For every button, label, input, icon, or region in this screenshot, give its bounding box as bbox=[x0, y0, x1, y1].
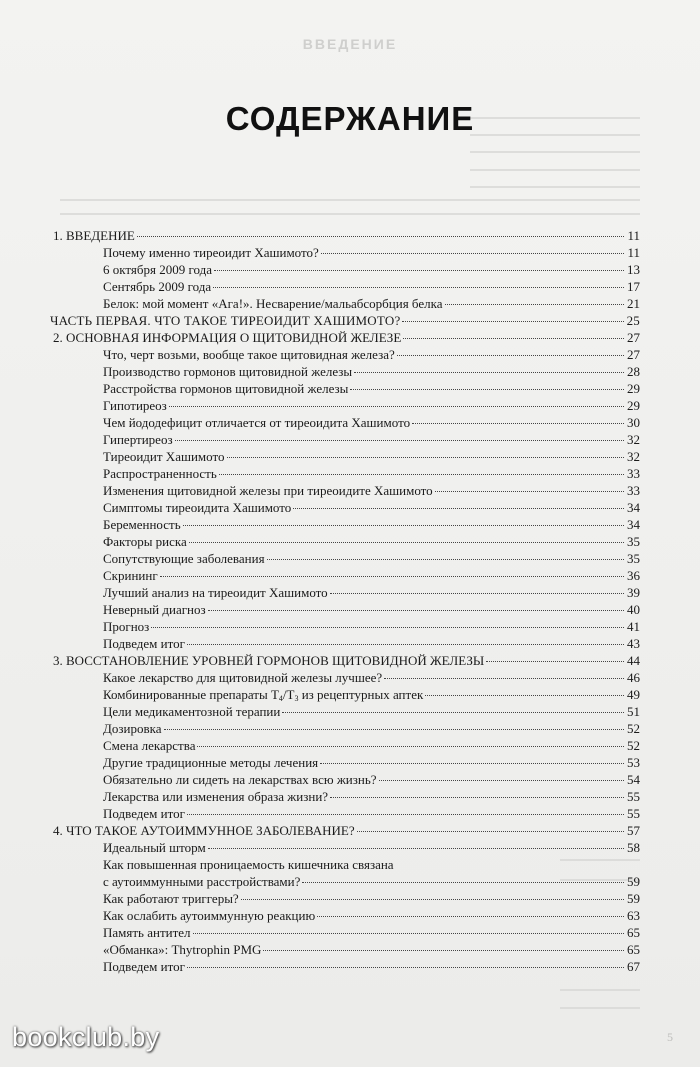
toc-section-entry bbox=[103, 754, 640, 771]
leader-dots bbox=[241, 899, 624, 900]
toc-page-number: 46 bbox=[627, 670, 640, 685]
toc-entry-label: Белок: мой момент «Ага!». Несварение/мальабсорбция белка bbox=[103, 296, 443, 311]
toc-section-entry bbox=[103, 584, 640, 601]
toc-entry-label: Как работают триггеры? bbox=[103, 891, 239, 906]
toc-page-number: 27 bbox=[627, 347, 640, 362]
toc-section-entry bbox=[103, 720, 640, 737]
leader-dots bbox=[435, 491, 624, 492]
toc-chapter-entry bbox=[53, 652, 640, 669]
toc-section-entry bbox=[103, 873, 640, 890]
toc-page-number: 57 bbox=[627, 823, 640, 838]
toc-section-entry bbox=[103, 958, 640, 975]
toc-entry-label: ЧАСТЬ ПЕРВАЯ. ЧТО ТАКОЕ ТИРЕОИДИТ ХАШИМОТО? bbox=[50, 313, 401, 328]
toc-page-number: 41 bbox=[627, 619, 640, 634]
toc-page-number: 30 bbox=[627, 415, 640, 430]
toc-section-entry bbox=[103, 669, 640, 686]
toc-section-entry bbox=[103, 805, 640, 822]
toc-entry-label: 2. ОСНОВНАЯ ИНФОРМАЦИЯ О ЩИТОВИДНОЙ ЖЕЛЕЗЕ bbox=[53, 330, 402, 345]
toc-page-number: 63 bbox=[627, 908, 640, 923]
toc-page-number: 36 bbox=[627, 568, 640, 583]
toc-entry-label: 4. ЧТО ТАКОЕ АУТОИММУННОЕ ЗАБОЛЕВАНИЕ? bbox=[53, 823, 355, 838]
leader-dots bbox=[160, 576, 624, 577]
toc-section-entry bbox=[103, 261, 640, 278]
toc-entry-label: Беременность bbox=[103, 517, 181, 532]
toc-page-number: 51 bbox=[627, 704, 640, 719]
leader-dots bbox=[227, 457, 625, 458]
toc-section-entry bbox=[103, 363, 640, 380]
page-number: 5 bbox=[667, 1030, 673, 1044]
toc-page-number: 34 bbox=[627, 517, 640, 532]
toc-section-entry bbox=[103, 482, 640, 499]
leader-dots bbox=[321, 253, 624, 254]
toc-section-entry bbox=[103, 278, 640, 295]
leader-dots bbox=[330, 593, 624, 594]
leader-dots bbox=[412, 423, 624, 424]
toc-entry-label: Подведем итог bbox=[103, 806, 185, 821]
toc-section-entry bbox=[103, 771, 640, 788]
toc-page-number: 32 bbox=[627, 449, 640, 464]
toc-entry-label: Цели медикаментозной терапии bbox=[103, 704, 281, 719]
toc-section-entry bbox=[103, 499, 640, 516]
toc-page-number: 44 bbox=[627, 653, 640, 668]
leader-dots bbox=[183, 525, 624, 526]
toc-entry-label: Гипертиреоз bbox=[103, 432, 173, 447]
toc-section-entry bbox=[103, 550, 640, 567]
watermark: bookclub.by bbox=[12, 1022, 160, 1052]
leader-dots bbox=[187, 644, 624, 645]
toc-page-number: 21 bbox=[627, 296, 640, 311]
toc-entry-label: Сопутствующие заболевания bbox=[103, 551, 265, 566]
toc-page-number: 49 bbox=[627, 687, 640, 702]
toc-section-entry bbox=[103, 448, 640, 465]
page-title: СОДЕРЖАНИЕ bbox=[225, 100, 475, 137]
toc-entry-label: Что, черт возьми, вообще такое щитовидная железа? bbox=[103, 347, 395, 362]
toc-page-number: 53 bbox=[627, 755, 640, 770]
show-through-header: ВВЕДЕНИЕ bbox=[302, 36, 398, 52]
toc-section-entry bbox=[103, 941, 640, 958]
toc-chapter-entry bbox=[53, 227, 640, 244]
toc-section-entry bbox=[103, 346, 640, 363]
leader-dots bbox=[197, 746, 624, 747]
toc-page-number: 54 bbox=[627, 772, 640, 787]
leader-dots bbox=[214, 270, 624, 271]
toc-label-part: Комбинированные препараты T bbox=[103, 687, 279, 702]
leader-dots bbox=[151, 627, 624, 628]
leader-dots bbox=[330, 797, 624, 798]
toc-entry-label: 6 октября 2009 года bbox=[103, 262, 212, 277]
toc-section-entry bbox=[103, 635, 640, 652]
leader-dots bbox=[402, 321, 624, 322]
leader-dots bbox=[302, 882, 624, 883]
toc-page-number: 59 bbox=[627, 874, 640, 889]
toc-label-part: 3 bbox=[294, 694, 299, 703]
toc-label-part: из рецептурных аптек bbox=[298, 687, 424, 702]
toc-chapter-entry bbox=[53, 822, 640, 839]
toc-page-number: 35 bbox=[627, 534, 640, 549]
toc-page-number: 52 bbox=[627, 738, 640, 753]
toc-page-number: 29 bbox=[627, 381, 640, 396]
toc-section-entry bbox=[103, 890, 640, 907]
leader-dots bbox=[263, 950, 624, 951]
leader-dots bbox=[169, 406, 624, 407]
toc-section-entry bbox=[103, 295, 640, 312]
toc-chapter-entry bbox=[53, 329, 640, 346]
toc-entry-label: Почему именно тиреоидит Хашимото? bbox=[103, 245, 319, 260]
toc-entry-label: Память антител bbox=[103, 925, 191, 940]
toc-entry-label: Лекарства или изменения образа жизни? bbox=[103, 789, 329, 804]
toc-section-entry bbox=[103, 839, 640, 856]
leader-dots bbox=[293, 508, 624, 509]
toc-page-number: 58 bbox=[627, 840, 640, 855]
leader-dots bbox=[357, 831, 624, 832]
toc-entry-label: Как ослабить аутоиммунную реакцию bbox=[103, 908, 316, 923]
toc-section-entry bbox=[103, 397, 640, 414]
toc-entry-label: Смена лекарства bbox=[103, 738, 196, 753]
toc-section-entry bbox=[103, 907, 640, 924]
toc-label-part: 4 bbox=[278, 694, 283, 703]
toc-entry-label: Изменения щитовидной железы при тиреоидите Хашимото bbox=[103, 483, 433, 498]
toc-label-part: /T bbox=[282, 687, 295, 702]
toc-section-entry bbox=[103, 465, 640, 482]
toc-entry-label: Другие традиционные методы лечения bbox=[103, 755, 319, 770]
toc-entry-label: «Обманка»: Thytrophin PMG bbox=[103, 942, 262, 957]
toc-page-number: 33 bbox=[627, 466, 640, 481]
leader-dots bbox=[187, 967, 624, 968]
leader-dots bbox=[208, 610, 624, 611]
toc-page-number: 13 bbox=[627, 262, 640, 277]
toc-page-number: 59 bbox=[627, 891, 640, 906]
toc-page-number: 65 bbox=[627, 942, 640, 957]
leader-dots bbox=[282, 712, 624, 713]
toc-page-number: 33 bbox=[627, 483, 640, 498]
toc-page-number: 40 bbox=[627, 602, 640, 617]
toc-entry-label: Скрининг bbox=[103, 568, 158, 583]
toc-entry-label: с аутоиммунными расстройствами? bbox=[103, 874, 301, 889]
toc-entry-label: Факторы риска bbox=[103, 534, 187, 549]
toc-entry-label: Чем йододефицит отличается от тиреоидита Хашимото bbox=[103, 415, 411, 430]
leader-dots bbox=[350, 389, 624, 390]
toc-entry-label: Подведем итог bbox=[103, 959, 185, 974]
toc-section-entry bbox=[103, 414, 640, 431]
toc-page-number: 52 bbox=[627, 721, 640, 736]
leader-dots bbox=[320, 763, 624, 764]
toc-entry-label: Расстройства гормонов щитовидной железы bbox=[103, 381, 349, 396]
leader-dots bbox=[317, 916, 624, 917]
leader-dots bbox=[403, 338, 624, 339]
toc-entry-label: Лучший анализ на тиреоидит Хашимото bbox=[103, 585, 328, 600]
leader-dots bbox=[219, 474, 624, 475]
toc-entry-label: Гипотиреоз bbox=[103, 398, 167, 413]
toc-page-number: 55 bbox=[627, 789, 640, 804]
toc-section-entry bbox=[103, 924, 640, 941]
toc-page-number: 67 bbox=[627, 959, 640, 974]
toc-part-entry bbox=[50, 312, 640, 329]
leader-dots bbox=[193, 933, 624, 934]
toc-page-number: 27 bbox=[627, 330, 640, 345]
toc-entry-label: Прогноз bbox=[103, 619, 150, 634]
toc-page-number: 55 bbox=[627, 806, 640, 821]
leader-dots bbox=[137, 236, 624, 237]
toc-page-number: 65 bbox=[627, 925, 640, 940]
toc-entry-label: Симптомы тиреоидита Хашимото bbox=[103, 500, 292, 515]
leader-dots bbox=[486, 661, 624, 662]
toc-entry-label: Тиреоидит Хашимото bbox=[103, 449, 225, 464]
toc-section-entry bbox=[103, 380, 640, 397]
toc-entry-label: Распространенность bbox=[103, 466, 217, 481]
toc-section-entry bbox=[103, 244, 640, 261]
toc-entry-label: 3. ВОССТАНОВЛЕНИЕ УРОВНЕЙ ГОРМОНОВ ЩИТОВИДНОЙ ЖЕЛЕЗЫ bbox=[53, 653, 485, 668]
toc-section-entry bbox=[103, 737, 640, 754]
leader-dots bbox=[189, 542, 624, 543]
toc-entry-label: 1. ВВЕДЕНИЕ bbox=[53, 228, 135, 243]
toc-section-entry bbox=[103, 601, 640, 618]
leader-dots bbox=[384, 678, 624, 679]
leader-dots bbox=[354, 372, 624, 373]
toc-page-number: 11 bbox=[627, 245, 640, 260]
toc-section-entry bbox=[103, 788, 640, 805]
leader-dots bbox=[379, 780, 624, 781]
leader-dots bbox=[445, 304, 624, 305]
toc-section-entry bbox=[103, 567, 640, 584]
toc-entry-label: Производство гормонов щитовидной железы bbox=[103, 364, 353, 379]
leader-dots bbox=[208, 848, 624, 849]
leader-dots bbox=[267, 559, 624, 560]
toc-entry-label: Подведем итог bbox=[103, 636, 185, 651]
toc-page-number: 35 bbox=[627, 551, 640, 566]
toc-entry-label: Как повышенная проницаемость кишечника связана bbox=[103, 857, 394, 872]
leader-dots bbox=[213, 287, 624, 288]
toc-section-entry bbox=[103, 703, 640, 720]
toc-page-number: 39 bbox=[627, 585, 640, 600]
toc-section-entry bbox=[103, 533, 640, 550]
toc-page-number: 28 bbox=[627, 364, 640, 379]
leader-dots bbox=[164, 729, 625, 730]
toc-page-number: 34 bbox=[627, 500, 640, 515]
leader-dots bbox=[425, 695, 624, 696]
toc-section-entry bbox=[103, 431, 640, 448]
toc-page-number: 43 bbox=[627, 636, 640, 651]
leader-dots bbox=[175, 440, 624, 441]
toc-section-entry bbox=[103, 618, 640, 635]
toc-section-entry bbox=[103, 516, 640, 533]
toc-entry-label: Дозировка bbox=[103, 721, 162, 736]
leader-dots bbox=[187, 814, 624, 815]
toc-entry-label: Неверный диагноз bbox=[103, 602, 206, 617]
leader-dots bbox=[397, 355, 624, 356]
toc-entry-label: Идеальный шторм bbox=[103, 840, 206, 855]
toc-page-number: 25 bbox=[626, 313, 640, 328]
toc-entry-label: Какое лекарство для щитовидной железы лучшее? bbox=[103, 670, 383, 685]
toc-page-number: 17 bbox=[627, 279, 640, 294]
toc-page-number: 29 bbox=[627, 398, 640, 413]
toc-page-number: 11 bbox=[627, 228, 640, 243]
toc-entry-label: Сентябрь 2009 года bbox=[103, 279, 212, 294]
toc-entry-label: Обязательно ли сидеть на лекарствах всю жизнь? bbox=[103, 772, 377, 787]
toc-page-number: 32 bbox=[627, 432, 640, 447]
